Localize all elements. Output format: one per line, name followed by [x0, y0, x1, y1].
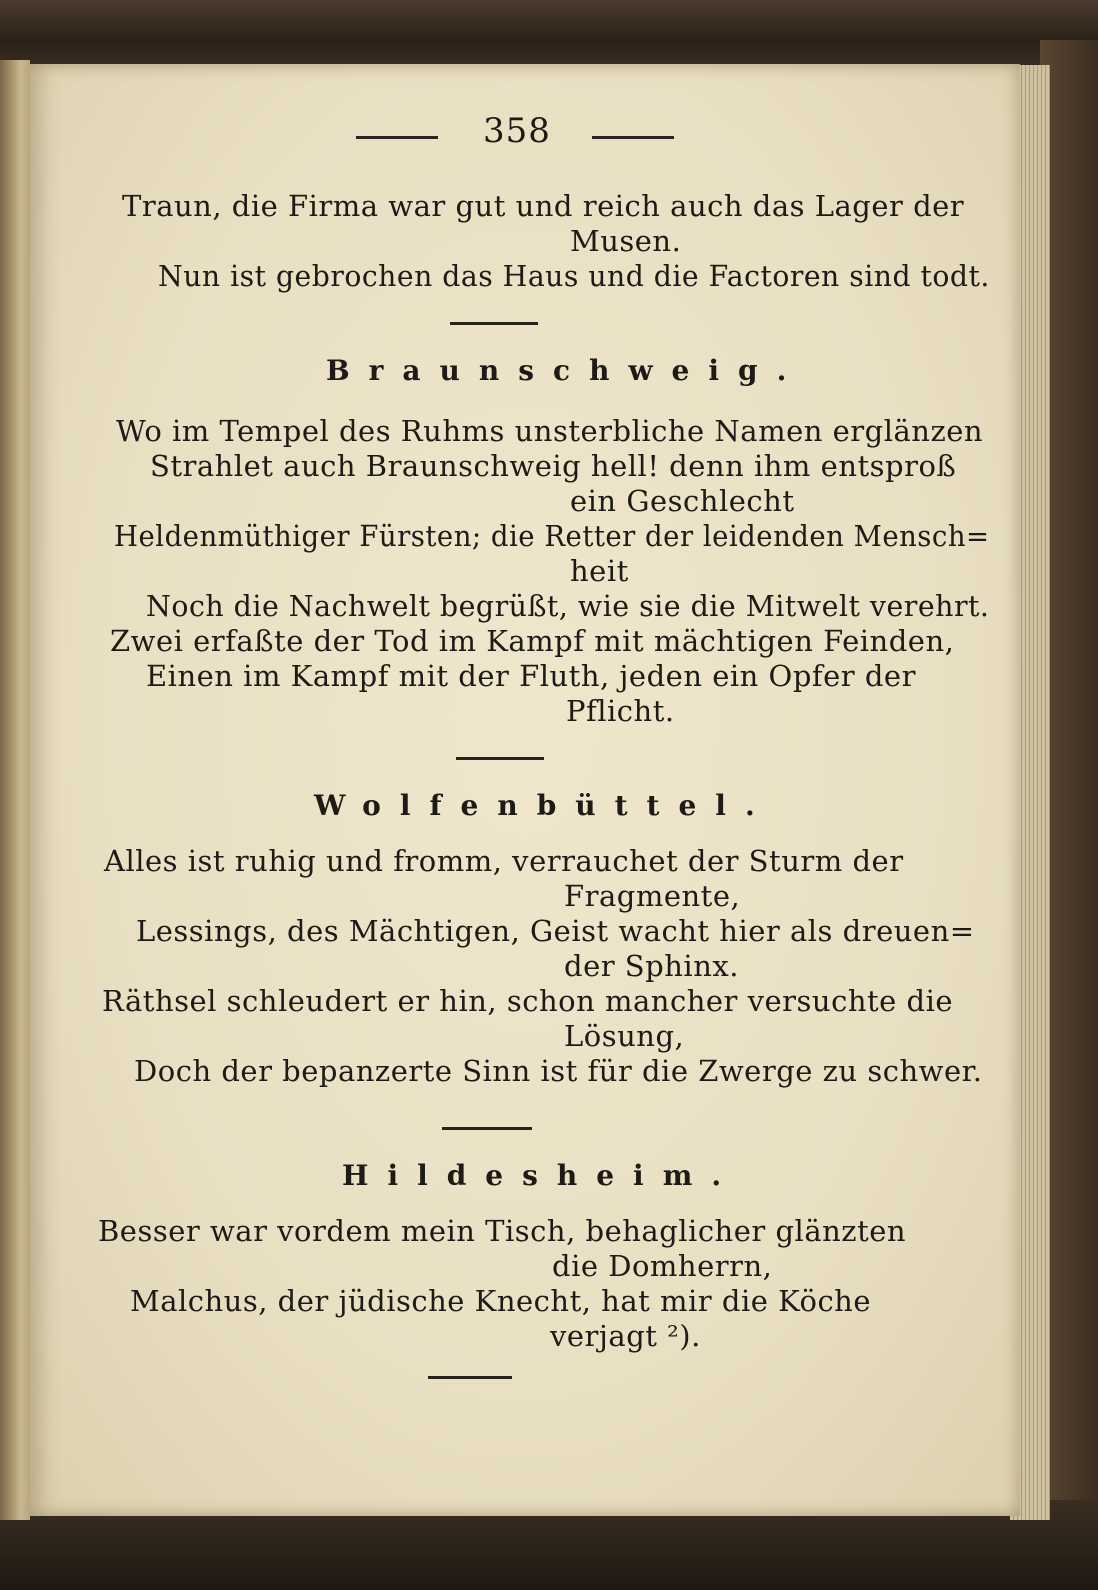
section-heading-hildesheim: Hildesheim.: [342, 1159, 741, 1192]
section-divider: [456, 757, 544, 760]
poem-line: die Domherrn,: [552, 1249, 773, 1283]
poem-line: Lösung,: [564, 1019, 685, 1053]
section-heading-braunschweig: Braunschweig.: [326, 354, 806, 387]
poem-line: Nun ist gebrochen das Haus und die Factoren sind todt.: [158, 259, 990, 293]
poem-line: Musen.: [570, 224, 682, 258]
poem-line: Wo im Tempel des Ruhms unsterbliche Namen erglänzen: [116, 414, 984, 448]
section-divider: [450, 322, 538, 325]
header-dash-right: [592, 136, 674, 139]
end-divider: [428, 1376, 512, 1379]
poem-line: Strahlet auch Braunschweig hell! denn ihm entsproß: [150, 449, 957, 483]
poem-line: Zwei erfaßte der Tod im Kampf mit mächtigen Feinden,: [110, 624, 955, 658]
poem-line: Noch die Nachwelt begrüßt, wie sie die Mitwelt verehrt.: [146, 589, 990, 623]
poem-line: Räthsel schleudert er hin, schon mancher versuchte die: [102, 984, 954, 1018]
section-heading-wolfenbuettel: Wolfenbüttel.: [314, 789, 774, 822]
poem-line: Doch der bepanzerte Sinn ist für die Zwerge zu schwer.: [134, 1054, 983, 1088]
poem-line: Fragmente,: [564, 879, 741, 913]
poem-line: Alles ist ruhig und fromm, verrauchet der Sturm der: [104, 844, 904, 878]
poem-line: verjagt ²).: [550, 1319, 701, 1353]
book-cover-top: [0, 0, 1098, 70]
poem-line: Lessings, des Mächtigen, Geist wacht hier als dreuen=: [136, 914, 975, 948]
page-number: 358: [483, 111, 551, 151]
poem-line: Malchus, der jüdische Knecht, hat mir die Köche: [130, 1284, 872, 1318]
poem-line: Besser war vordem mein Tisch, behaglicher glänzten: [98, 1214, 907, 1248]
poem-line: Traun, die Firma war gut und reich auch das Lager der: [122, 189, 965, 223]
poem-line: Pflicht.: [566, 694, 675, 728]
poem-line: Einen im Kampf mit der Fluth, jeden ein Opfer der: [146, 659, 916, 693]
header-dash-left: [356, 136, 438, 139]
poem-line: Heldenmüthiger Fürsten; die Retter der leidenden Mensch=: [114, 519, 990, 553]
facing-page-edge: [0, 60, 30, 1520]
section-divider: [442, 1127, 532, 1130]
poem-line: heit: [570, 554, 629, 588]
book-page: [30, 64, 1020, 1516]
poem-line: ein Geschlecht: [570, 484, 795, 518]
poem-line: der Sphinx.: [564, 949, 739, 983]
